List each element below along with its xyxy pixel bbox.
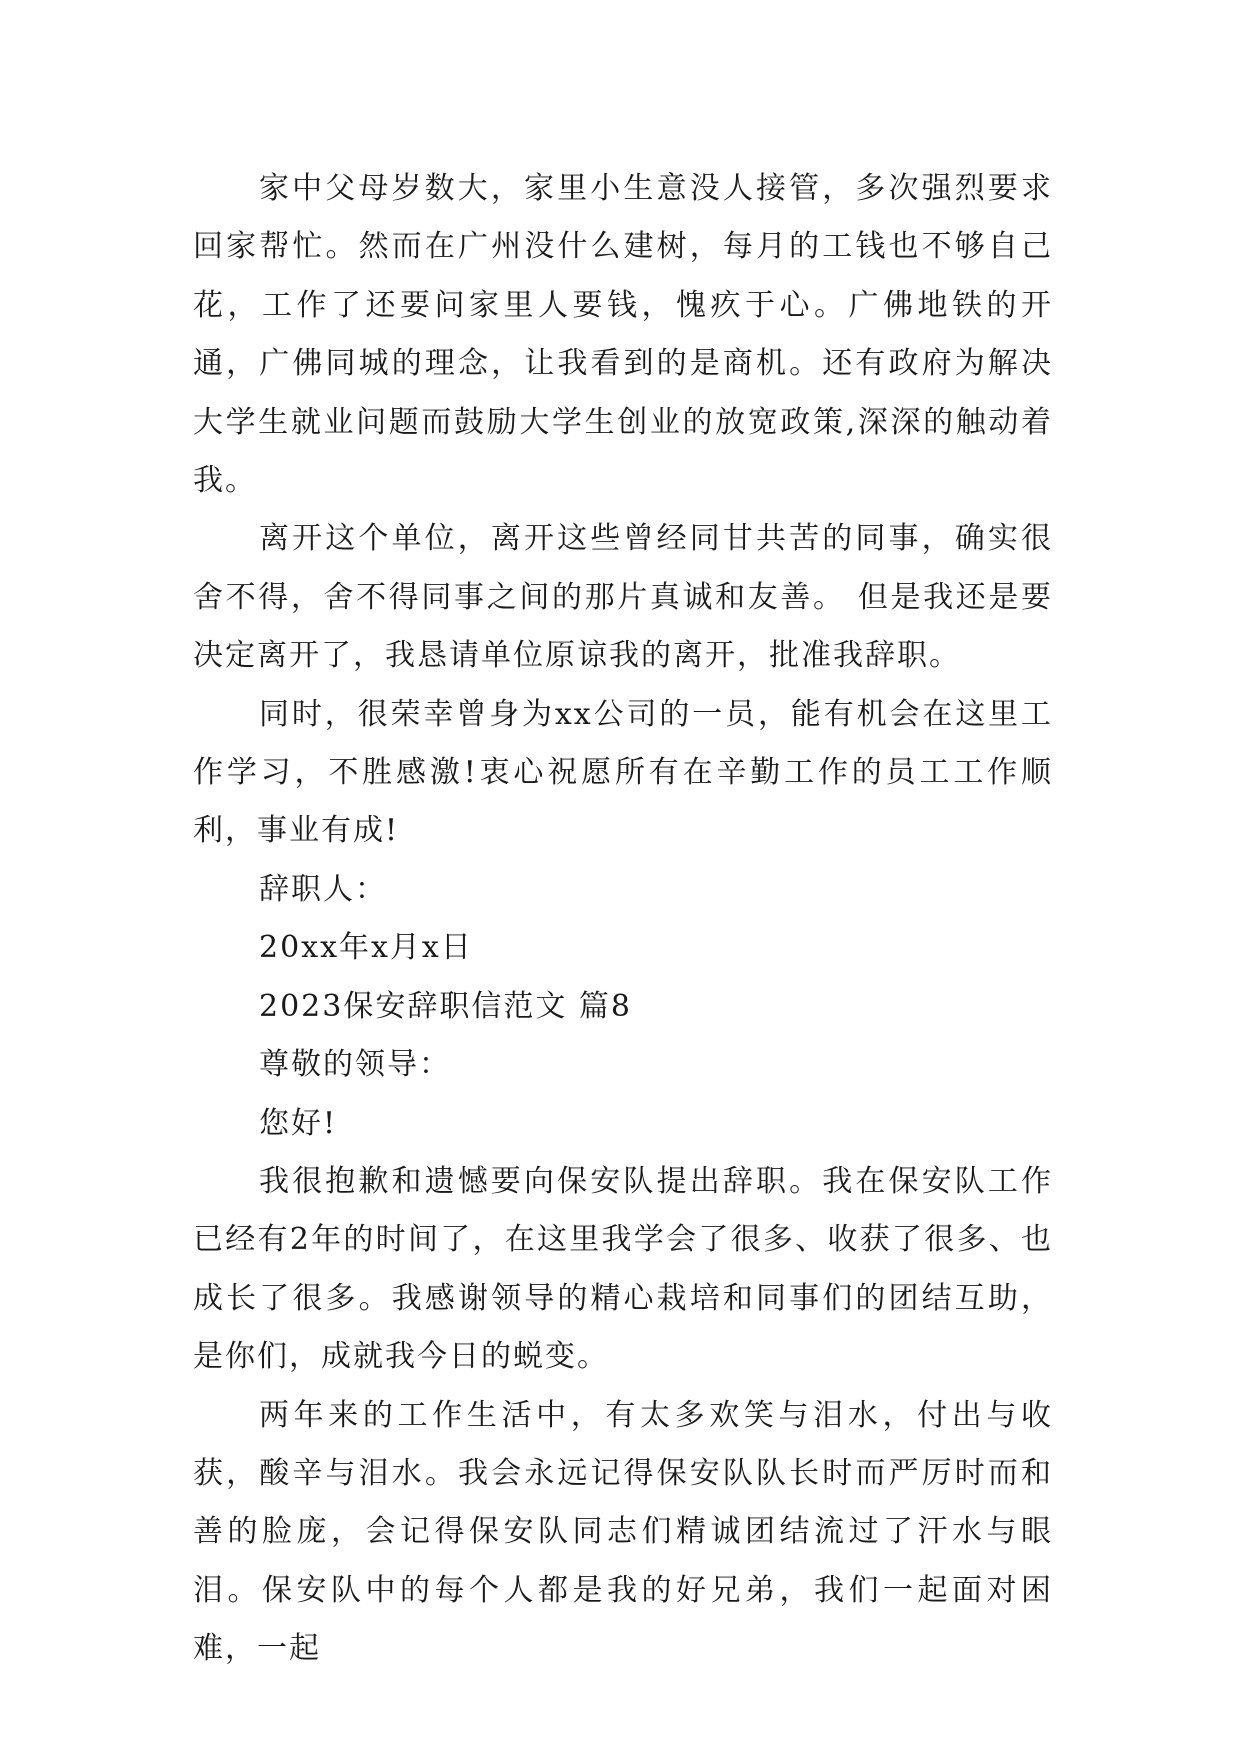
signature-date: 20xx年x月x日 — [259, 930, 473, 966]
section-heading: 2023保安辞职信范文 篇8 — [259, 988, 632, 1024]
greeting: 您好! — [259, 1105, 338, 1141]
document-body — [193, 160, 1053, 1679]
paragraph-gratitude: 同时，很荣幸曾身为xx公司的一员，能有机会在这里工作学习，不胜感激!衷心祝愿所有在辛勤工作的员工工作顺利，事业有成! — [193, 696, 1053, 849]
paragraph-family-reasons: 家中父母岁数大，家里小生意没人接管，多次强烈要求回家帮忙。然而在广州没什么建树，每月的工钱也不够自己花，工作了还要问家里人要钱，愧疚于心。广佛地铁的开通，广佛同城的理念，让我看到的是商机。还有政府为解决大学生就业问题而鼓励大学生创业的放宽政策,深深的触动着我。 — [193, 171, 1053, 499]
signature-label: 辞职人： — [259, 871, 387, 907]
paragraph-two-years: 两年来的工作生活中，有太多欢笑与泪水，付出与收获，酸辛与泪水。我会永远记得保安队队长时而严厉时而和善的脸庞，会记得保安队同志们精诚团结流过了汗水与眼泪。保安队中的每个人都是我的好兄弟，我们一起面对困难，一起 — [193, 1397, 1053, 1667]
salutation: 尊敬的领导： — [259, 1047, 451, 1083]
paragraph-resignation-intro: 我很抱歉和遗憾要向保安队提出辞职。我在保安队工作已经有2年的时间了，在这里我学会了很多、收获了很多、也成长了很多。我感谢领导的精心栽培和同事们的团结互助，是你们，成就我今日的蜕变。 — [193, 1163, 1053, 1375]
paragraph-leaving-colleagues: 离开这个单位，离开这些曾经同甘共苦的同事，确实很舍不得，舍不得同事之间的那片真诚和友善。 但是我还是要决定离开了，我恳请单位原谅我的离开，批准我辞职。 — [193, 521, 1053, 674]
